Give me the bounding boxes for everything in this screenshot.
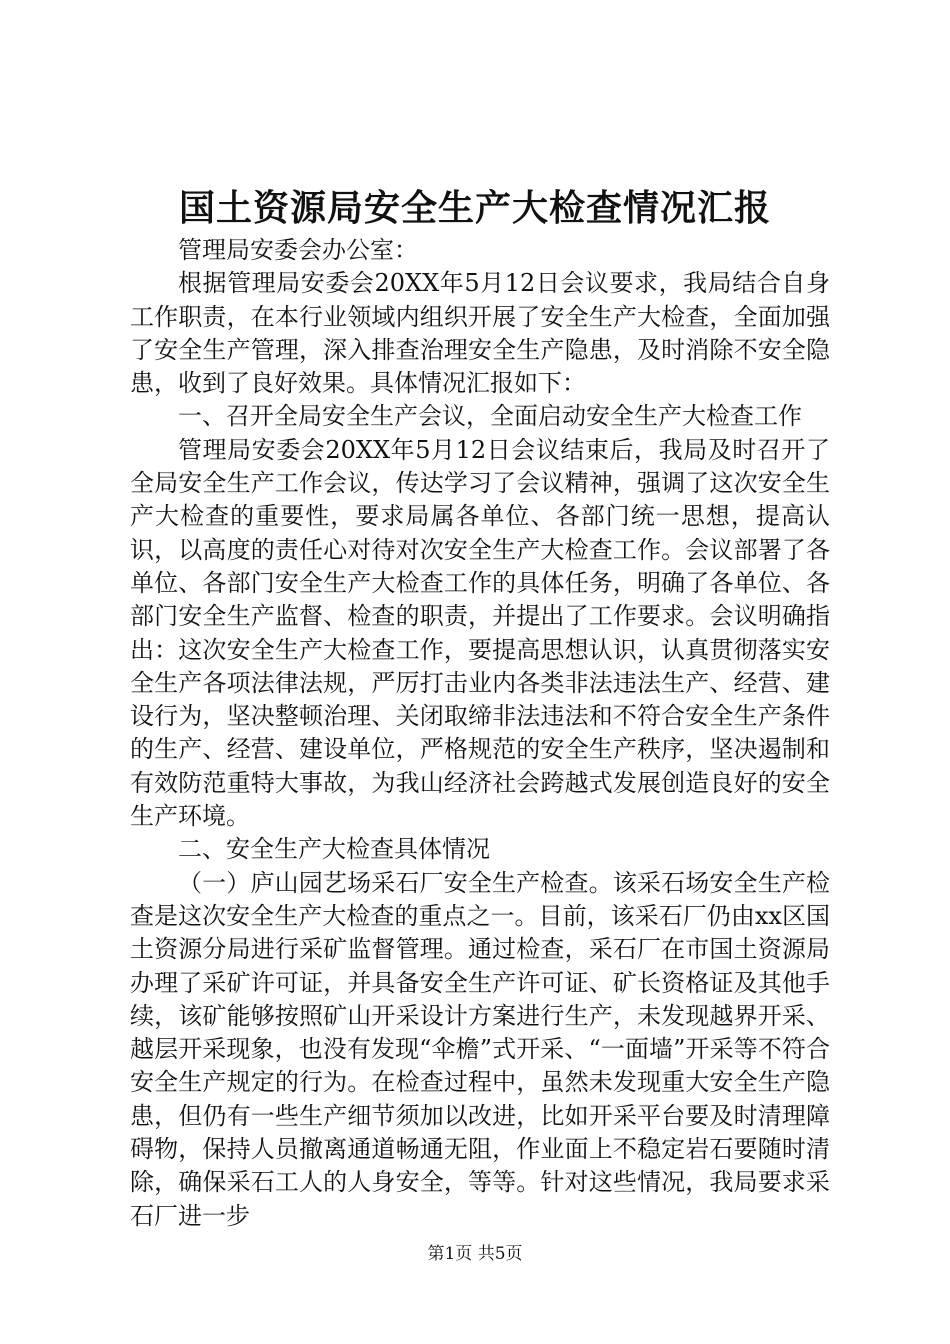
document-title: 国土资源局安全生产大检查情况汇报 [178,187,771,229]
paragraph-intro: 根据管理局安委会20XX年5月12日会议要求，我局结合自身工作职责，在本行业领域内组织开展了安全生产大检查，全面加强了安全生产管理，深入排查治理安全生产隐患，及时消除不安全隐患，收到了良好效果。具体情况汇报如下： [130,269,830,398]
section-heading-2: 二、安全生产大检查具体情况 [178,835,490,864]
document-body [130,234,830,1233]
section-heading-1: 一、召开全局安全生产会议，全面启动安全生产大检查工作 [178,402,802,431]
paragraph-quarry-inspection: （一）庐山园艺场采石厂安全生产检查。该采石场安全生产检查是这次安全生产大检查的重点之一。目前，该采石厂仍由xx区国土资源分局进行采矿监督管理。通过检查，采石厂在市国土资源局办理了采矿许可证，并具备安全生产许可证、矿长资格证及其他手续，该矿能够按照矿山开采设计方案进行生产，未发现越界开采、越层开采现象，也没有发现“伞檐”式开采、“一面墙”开采等不符合安全生产规定的行为。在检查过程中，虽然未发现重大安全生产隐患，但仍有一些生产细节须加以改进，比如开采平台要及时清理障碍物，保持人员撤离通道畅通无阻，作业面上不稳定岩石要随时清除，确保采石工人的人身安全，等等。针对这些情况，我局要求采石厂进一步 [130,868,830,1230]
page-footer: 第1页 共5页 [427,1244,523,1264]
paragraph-meeting: 管理局安委会20XX年5月12日会议结束后，我局及时召开了全局安全生产工作会议，传达学习了会议精神，强调了这次安全生产大检查的重要性，要求局属各单位、各部门统一思想，提高认识，以高度的责任心对待对次安全生产大检查工作。会议部署了各单位、各部门安全生产大检查工作的具体任务，明确了各单位、各部门安全生产监督、检查的职责，并提出了工作要求。会议明确指出：这次安全生产大检查工作，要提高思想认识，认真贯彻落实安全生产各项法律法规，严厉打击业内各类非法违法生产、经营、建设行为，坚决整顿治理、关闭取缔非法违法和不符合安全生产条件的生产、经营、建设单位，严格规范的安全生产秩序，坚决遏制和有效防范重特大事故，为我山经济社会跨越式发展创造良好的安全生产环境。 [130,435,830,831]
salutation: 管理局安委会办公室： [178,236,418,264]
